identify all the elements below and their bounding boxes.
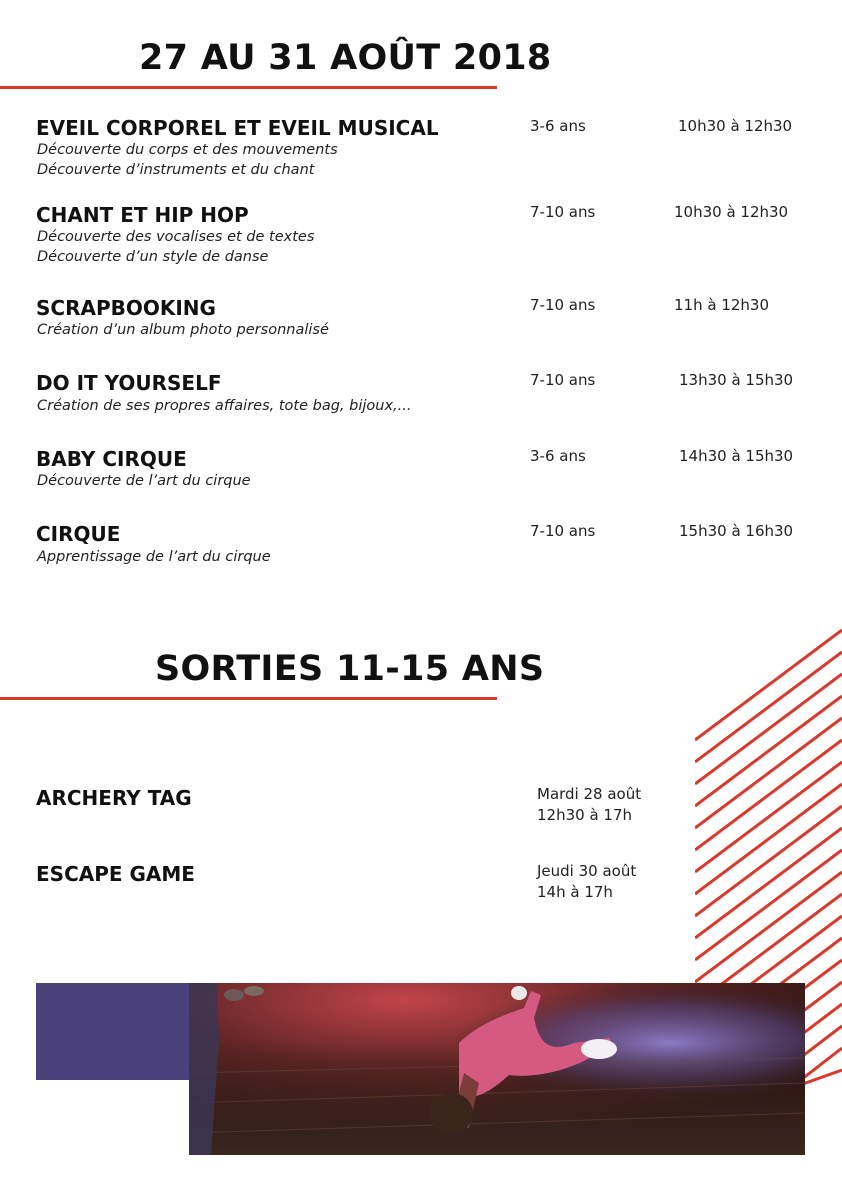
- activity-age: 7-10 ans: [530, 522, 596, 540]
- activity-desc: Apprentissage de l’art du cirque: [37, 549, 271, 565]
- activity-cirque: [36, 522, 836, 572]
- activity-desc: Création de ses propres affaires, tote bag, bijoux,...: [37, 398, 412, 414]
- activity-eveil: [36, 116, 836, 186]
- section-title-outings: SORTIES 11-15 ANS: [155, 649, 545, 689]
- outing-name-archery: ARCHERY TAG: [36, 786, 192, 810]
- section-title-dates: 27 AU 31 AOÛT 2018: [139, 38, 552, 78]
- activity-age: 7-10 ans: [530, 203, 596, 221]
- activity-time: 13h30 à 15h30: [679, 371, 794, 389]
- title-underline-dates: [0, 86, 497, 89]
- activity-age: 3-6 ans: [530, 447, 586, 465]
- activity-desc: Découverte de l’art du cirque: [37, 473, 251, 489]
- activity-age: 7-10 ans: [530, 296, 596, 314]
- activity-time: 15h30 à 16h30: [679, 522, 794, 540]
- activity-baby-cirque: [36, 447, 836, 497]
- activity-desc: Découverte des vocalises et de textes: [37, 229, 315, 245]
- outing-hours: 12h30 à 17h: [537, 806, 633, 824]
- breakdancer-photo-icon: [189, 983, 805, 1155]
- outing-hours: 14h à 17h: [537, 883, 613, 901]
- activity-desc: Découverte d’instruments et du chant: [37, 162, 315, 178]
- activity-name: CHANT ET HIP HOP: [36, 203, 249, 227]
- activity-time: 10h30 à 12h30: [678, 117, 793, 135]
- activity-desc: Création d’un album photo personnalisé: [37, 322, 329, 338]
- activity-chant-hiphop: [36, 203, 836, 273]
- outing-name-escape: ESCAPE GAME: [36, 862, 195, 886]
- activity-time: 11h à 12h30: [674, 296, 770, 314]
- activity-name: SCRAPBOOKING: [36, 296, 216, 320]
- outing-day: Mardi 28 août: [537, 785, 642, 803]
- activity-desc: Découverte d’un style de danse: [37, 249, 269, 265]
- activity-diy: [36, 371, 836, 421]
- activity-time: 10h30 à 12h30: [674, 203, 789, 221]
- activity-name: EVEIL CORPOREL ET EVEIL MUSICAL: [36, 116, 439, 140]
- activity-desc: Découverte du corps et des mouvements: [37, 142, 338, 158]
- activity-age: 7-10 ans: [530, 371, 596, 389]
- activity-name: BABY CIRQUE: [36, 447, 187, 471]
- activity-time: 14h30 à 15h30: [679, 447, 794, 465]
- outing-date-archery: [537, 784, 641, 826]
- title-underline-outings: [0, 697, 497, 700]
- activity-age: 3-6 ans: [530, 117, 586, 135]
- activity-scrapbooking: [36, 296, 836, 346]
- activity-name: DO IT YOURSELF: [36, 371, 222, 395]
- outing-day: Jeudi 30 août: [537, 862, 637, 880]
- activity-name: CIRQUE: [36, 522, 121, 546]
- outing-date-escape: [537, 861, 636, 903]
- purple-accent-block: [36, 983, 190, 1080]
